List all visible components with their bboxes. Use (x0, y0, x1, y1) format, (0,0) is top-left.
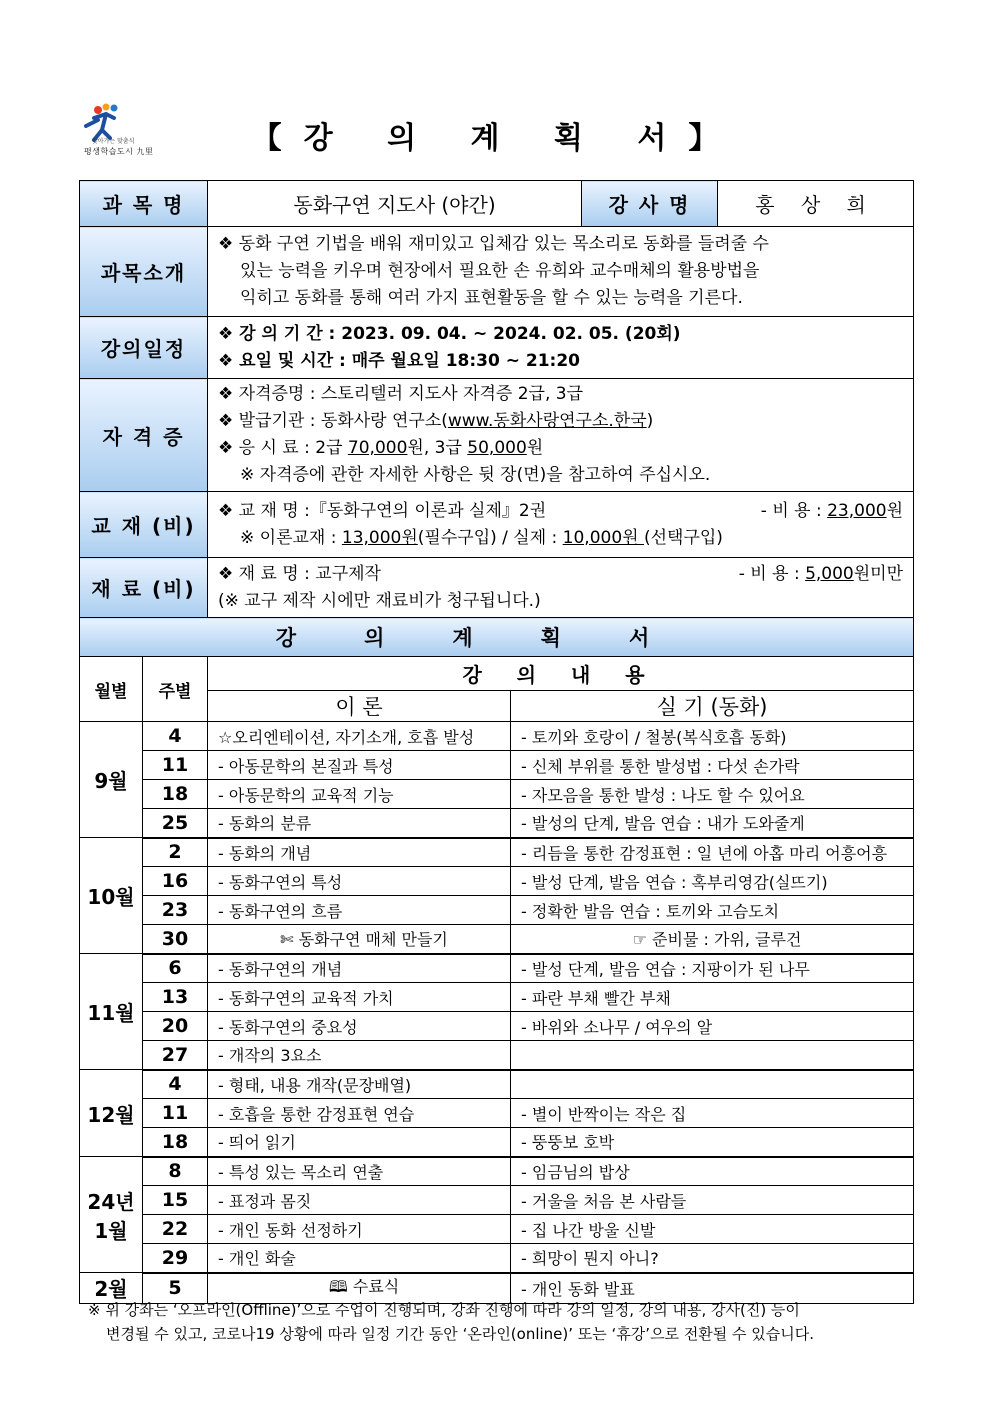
theory-cell: - 개인 동화 선정하기 (208, 1215, 511, 1244)
practice-cell: ☞ 준비물 : 가위, 글루건 (511, 925, 914, 954)
theory-cell: - 호흡을 통한 감정표현 연습 (208, 1099, 511, 1128)
week-cell: 4 (143, 722, 208, 751)
week-cell: 4 (143, 1070, 208, 1099)
cert-issuer: ❖ 발급기관 : 동화사랑 연구소(www.동화사랑연구소.한국) (218, 411, 654, 431)
textbook-text (208, 492, 914, 558)
theory-cell: - 아동문학의 교육적 기능 (208, 780, 511, 809)
practice-cell: - 신체 부위를 통한 발성법 : 다섯 손가락 (511, 751, 914, 780)
week-cell: 11 (143, 1099, 208, 1128)
plan-row (80, 1186, 914, 1215)
cert-text (208, 379, 914, 492)
plan-row (80, 780, 914, 809)
footer-note (88, 1298, 918, 1346)
practice-cell: - 리듬을 통한 감정표현 : 일 년에 아홉 마리 어흥어흥 (511, 838, 914, 867)
practice-cell: - 정확한 발음 연습 : 토끼와 고슴도치 (511, 896, 914, 925)
practice-header: 실 기 (동화) (511, 691, 914, 722)
plan-row (80, 1244, 914, 1273)
theory-cell: - 개작의 3요소 (208, 1041, 511, 1070)
month-cell: 10월 (80, 838, 143, 954)
schedule-label: 강의일정 (80, 317, 208, 379)
plan-row (80, 1012, 914, 1041)
plan-row (80, 1099, 914, 1128)
intro-text (208, 227, 914, 317)
week-cell: 23 (143, 896, 208, 925)
week-cell: 27 (143, 1041, 208, 1070)
theory-cell: - 동화의 개념 (208, 838, 511, 867)
material-text (208, 558, 914, 618)
material-note: (※ 교구 제작 시에만 재료비가 청구됩니다.) (218, 590, 541, 611)
practice-cell: - 바위와 소나무 / 여우의 알 (511, 1012, 914, 1041)
week-cell: 18 (143, 780, 208, 809)
plan-row (80, 722, 914, 751)
page-title: 【강 의 계 획 서】 (251, 121, 741, 156)
schedule-text (208, 317, 914, 379)
theory-cell: 🕮 수료식 (208, 1273, 511, 1304)
material-line1: ❖ 재 료 명 : 교구제작 - 비 용 : 5,000원미만 (218, 563, 904, 584)
practice-cell: - 희망이 뭔지 아니? (511, 1244, 914, 1273)
plan-title: 강의계획서 (80, 618, 914, 657)
course-table (79, 180, 914, 1304)
week-cell: 20 (143, 1012, 208, 1041)
week-cell: 13 (143, 983, 208, 1012)
textbook-line1: ❖ 교 재 명 :『동화구연의 이론과 실제』2권 - 비 용 : 23,000원 (218, 500, 904, 521)
plan-row (80, 838, 914, 867)
footer-line: ※ 위 강좌는 ‘오프라인(Offline)’으로 수업이 진행되며, 강좌 진행에 따라 강의 일정, 강의 내용, 강사(진) 등이 (88, 1301, 800, 1319)
cert-label: 자 격 증 (80, 379, 208, 492)
theory-cell: - 표정과 몸짓 (208, 1186, 511, 1215)
practice-cell (511, 1070, 914, 1099)
theory-cell: - 동화구연의 흐름 (208, 896, 511, 925)
practice-cell: - 자모음을 통한 발성 : 나도 할 수 있어요 (511, 780, 914, 809)
theory-cell: - 띄어 읽기 (208, 1128, 511, 1157)
plan-row (80, 896, 914, 925)
plan-row (80, 751, 914, 780)
cert-fee: ❖ 응 시 료 : 2급 70,000원, 3급 50,000원 (218, 438, 544, 458)
month-cell: 11월 (80, 954, 143, 1070)
course-name-label: 과 목 명 (80, 181, 208, 227)
intro-line: 익히고 동화를 통해 여러 가지 표현활동을 할 수 있는 능력을 기른다. (240, 288, 743, 308)
instructor-label: 강 사 명 (582, 181, 718, 227)
week-cell: 6 (143, 954, 208, 983)
plan-row (80, 983, 914, 1012)
practice-cell: - 개인 동화 발표 (511, 1273, 914, 1304)
month-cell: 9월 (80, 722, 143, 838)
theory-cell: - 아동문학의 본질과 특성 (208, 751, 511, 780)
content-header: 강 의 내 용 (208, 657, 914, 691)
logo-slogan: 찾아가는 맞춤식 (92, 138, 135, 145)
theory-header: 이 론 (208, 691, 511, 722)
plan-row (80, 867, 914, 896)
intro-line: 있는 능력을 키우며 현장에서 필요한 손 유희와 교수매체의 활용방법을 (240, 261, 760, 281)
practice-cell: - 발성 단계, 발음 연습 : 지팡이가 된 나무 (511, 954, 914, 983)
cert-note: ※ 자격증에 관한 자세한 사항은 뒷 장(면)을 참고하여 주십시오. (240, 465, 711, 485)
course-name: 동화구연 지도사 (야간) (208, 181, 582, 227)
textbook-label: 교 재 (비) (80, 492, 208, 558)
month-cell: 2월 (80, 1273, 143, 1304)
practice-cell: - 거울을 처음 본 사람들 (511, 1186, 914, 1215)
practice-cell: - 파란 부채 빨간 부채 (511, 983, 914, 1012)
plan-row (80, 809, 914, 838)
material-label: 재 료 (비) (80, 558, 208, 618)
theory-cell: - 형태, 내용 개작(문장배열) (208, 1070, 511, 1099)
plan-row (80, 1128, 914, 1157)
practice-cell: - 뚱뚱보 호박 (511, 1128, 914, 1157)
intro-line: ❖ 동화 구연 기법을 배워 재미있고 입체감 있는 목소리로 동화를 들려줄 수 (218, 234, 769, 254)
week-cell: 8 (143, 1157, 208, 1186)
practice-cell: - 임금님의 밥상 (511, 1157, 914, 1186)
plan-row (80, 954, 914, 983)
theory-cell: - 동화구연의 개념 (208, 954, 511, 983)
theory-cell: - 동화의 분류 (208, 809, 511, 838)
practice-cell: - 집 나간 방울 신발 (511, 1215, 914, 1244)
plan-row (80, 1070, 914, 1099)
cert-website[interactable]: www.동화사랑연구소.한국 (447, 411, 647, 431)
theory-cell: - 개인 화술 (208, 1244, 511, 1273)
textbook-line2: ※ 이론교재 : 13,000원(필수구입) / 실제 : 10,000원 (선택구입) (240, 527, 723, 548)
week-cell: 15 (143, 1186, 208, 1215)
month-header: 월별 (80, 657, 143, 722)
plan-row (80, 925, 914, 954)
plan-row (80, 1215, 914, 1244)
logo-city: 평생학습도시 九里 (84, 147, 154, 156)
week-cell: 25 (143, 809, 208, 838)
theory-cell: - 동화구연의 특성 (208, 867, 511, 896)
week-cell: 5 (143, 1273, 208, 1304)
week-cell: 11 (143, 751, 208, 780)
practice-cell (511, 1041, 914, 1070)
theory-cell: ✄ 동화구연 매체 만들기 (208, 925, 511, 954)
footer-line: 변경될 수 있고, 코로나19 상황에 따라 일정 기간 동안 ‘온라인(online)’ 또는 ‘휴강’으로 전환될 수 있습니다. (106, 1325, 815, 1343)
theory-cell: - 특성 있는 목소리 연출 (208, 1157, 511, 1186)
plan-row (80, 1041, 914, 1070)
week-cell: 30 (143, 925, 208, 954)
theory-cell: ☆오리엔테이션, 자기소개, 호흡 발성 (208, 722, 511, 751)
week-cell: 22 (143, 1215, 208, 1244)
plan-row (80, 1157, 914, 1186)
week-cell: 29 (143, 1244, 208, 1273)
week-cell: 2 (143, 838, 208, 867)
practice-cell: - 발성의 단계, 발음 연습 : 내가 도와줄게 (511, 809, 914, 838)
practice-cell: - 토끼와 호랑이 / 철봉(복식호흡 동화) (511, 722, 914, 751)
week-cell: 16 (143, 867, 208, 896)
week-cell: 18 (143, 1128, 208, 1157)
month-cell: 24년 1월 (80, 1157, 143, 1273)
schedule-time: ❖ 요일 및 시간 : 매주 월요일 18:30 ~ 21:20 (218, 350, 581, 371)
theory-cell: - 동화구연의 교육적 가치 (208, 983, 511, 1012)
schedule-period: ❖ 강 의 기 간 : 2023. 09. 04. ~ 2024. 02. 05. (20회) (218, 323, 681, 344)
practice-cell: - 별이 반짝이는 작은 집 (511, 1099, 914, 1128)
cert-name: ❖ 자격증명 : 스토리텔러 지도사 자격증 2급, 3급 (218, 384, 584, 404)
theory-cell: - 동화구연의 중요성 (208, 1012, 511, 1041)
intro-label: 과목소개 (80, 227, 208, 317)
week-header: 주별 (143, 657, 208, 722)
month-cell: 12월 (80, 1070, 143, 1157)
instructor-name: 홍 상 희 (718, 181, 914, 227)
practice-cell: - 발성 단계, 발음 연습 : 혹부리영감(실뜨기) (511, 867, 914, 896)
plan-body (80, 722, 914, 1304)
